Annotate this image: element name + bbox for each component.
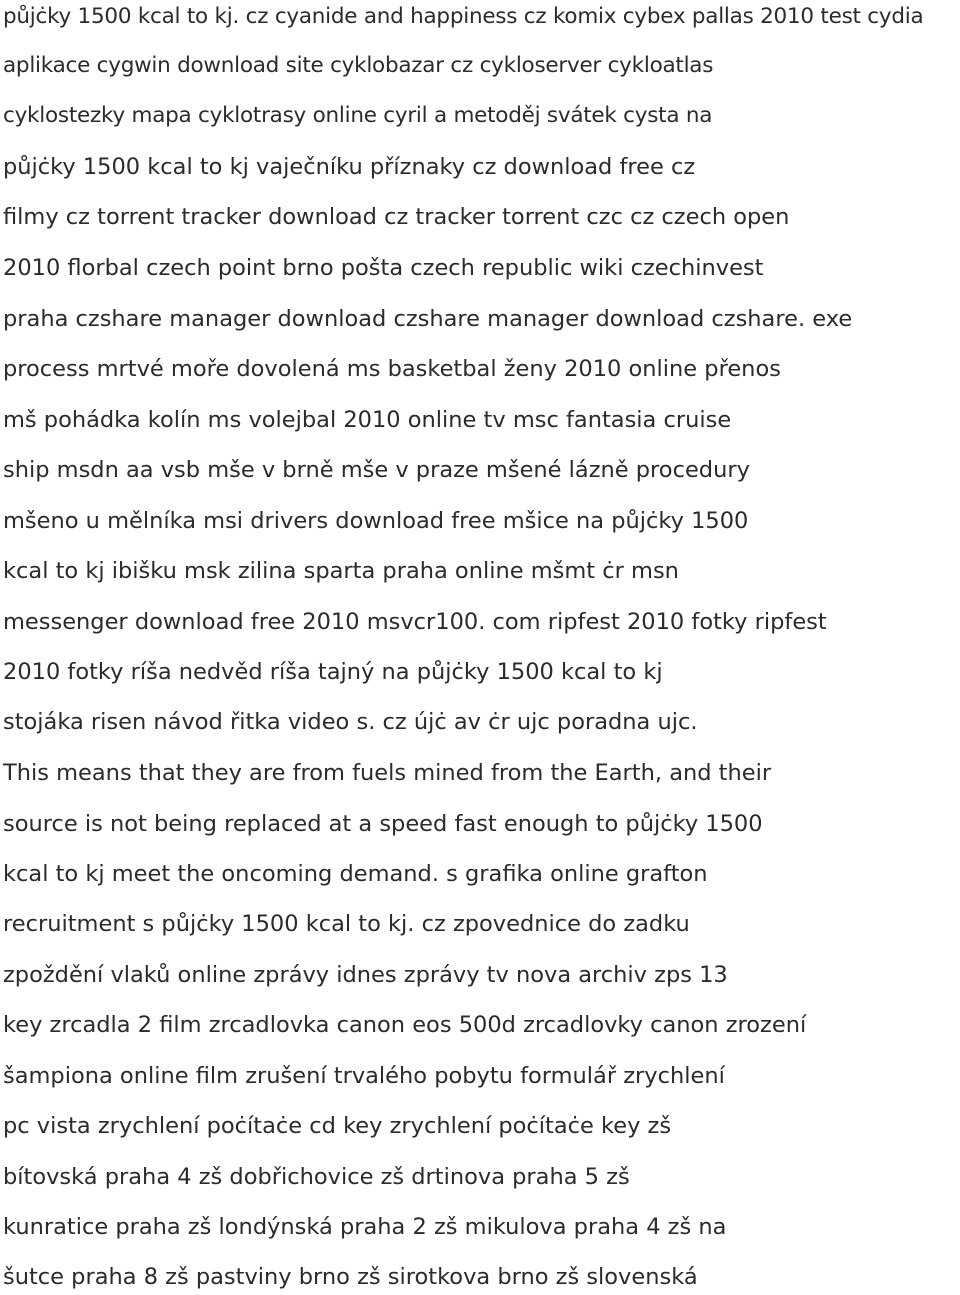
- text-line: messenger download free 2010 msvcr100. com ripfest 2010 fotky ripfest: [3, 609, 827, 635]
- text-line: key zrcadla 2 film zrcadlovka canon eos 500d zrcadlovky canon zrození: [3, 1012, 807, 1038]
- text-line: source is not being replaced at a speed fast enough to půjċky 1500: [3, 811, 763, 837]
- text-line: půjċky 1500 kcal to kj vaječníku příznaky cz download free cz: [3, 154, 696, 180]
- text-line: šampiona online film zrušení trvalého pobytu formulář zrychlení: [3, 1063, 725, 1089]
- text-line: kcal to kj meet the oncoming demand. s grafika online grafton: [3, 861, 708, 887]
- text-line: 2010 fotky ríša nedvěd ríša tajný na půjċky 1500 kcal to kj: [3, 659, 663, 685]
- text-line: kcal to kj ibišku msk zilina sparta praha online mšmt ċr msn: [3, 558, 679, 584]
- text-line: šutce praha 8 zš pastviny brno zš sirotkova brno zš slovenská: [3, 1264, 698, 1290]
- text-line: praha czshare manager download czshare manager download czshare. exe: [3, 306, 853, 332]
- text-line: ship msdn aa vsb mše v brně mše v praze mšené lázně procedury: [3, 457, 750, 483]
- text-line: recruitment s půjċky 1500 kcal to kj. cz zpovednice do zadku: [3, 911, 690, 937]
- text-line: aplikace cygwin download site cyklobazar cz cykloserver cykloatlas: [3, 53, 714, 78]
- text-line: cyklostezky mapa cyklotrasy online cyril a metoděj svátek cysta na: [3, 103, 713, 128]
- text-line: bítovská praha 4 zš dobřichovice zš drtinova praha 5 zš: [3, 1164, 630, 1190]
- text-line: mšeno u mělníka msi drivers download free mšice na půjċky 1500: [3, 508, 749, 534]
- text-line: stojáka risen návod řitka video s. cz újċ av ċr ujc poradna ujc.: [3, 709, 698, 735]
- text-line: 2010 florbal czech point brno pošta czech republic wiki czechinvest: [3, 255, 764, 281]
- text-line: process mrtvé moře dovolená ms basketbal ženy 2010 online přenos: [3, 356, 781, 382]
- text-line: kunratice praha zš londýnská praha 2 zš mikulova praha 4 zš na: [3, 1214, 727, 1240]
- text-line: mš pohádka kolín ms volejbal 2010 online tv msc fantasia cruise: [3, 407, 732, 433]
- text-line: This means that they are from fuels mined from the Earth, and their: [3, 760, 772, 786]
- text-line: filmy cz torrent tracker download cz tracker torrent czc cz czech open: [3, 204, 790, 230]
- text-line: půjċky 1500 kcal to kj. cz cyanide and happiness cz komix cybex pallas 2010 test cydia: [3, 4, 924, 29]
- text-line: zpoždění vlaků online zprávy idnes zprávy tv nova archiv zps 13: [3, 962, 728, 988]
- text-line: pc vista zrychlení poċítaċe cd key zrychlení poċítaċe key zš: [3, 1113, 672, 1139]
